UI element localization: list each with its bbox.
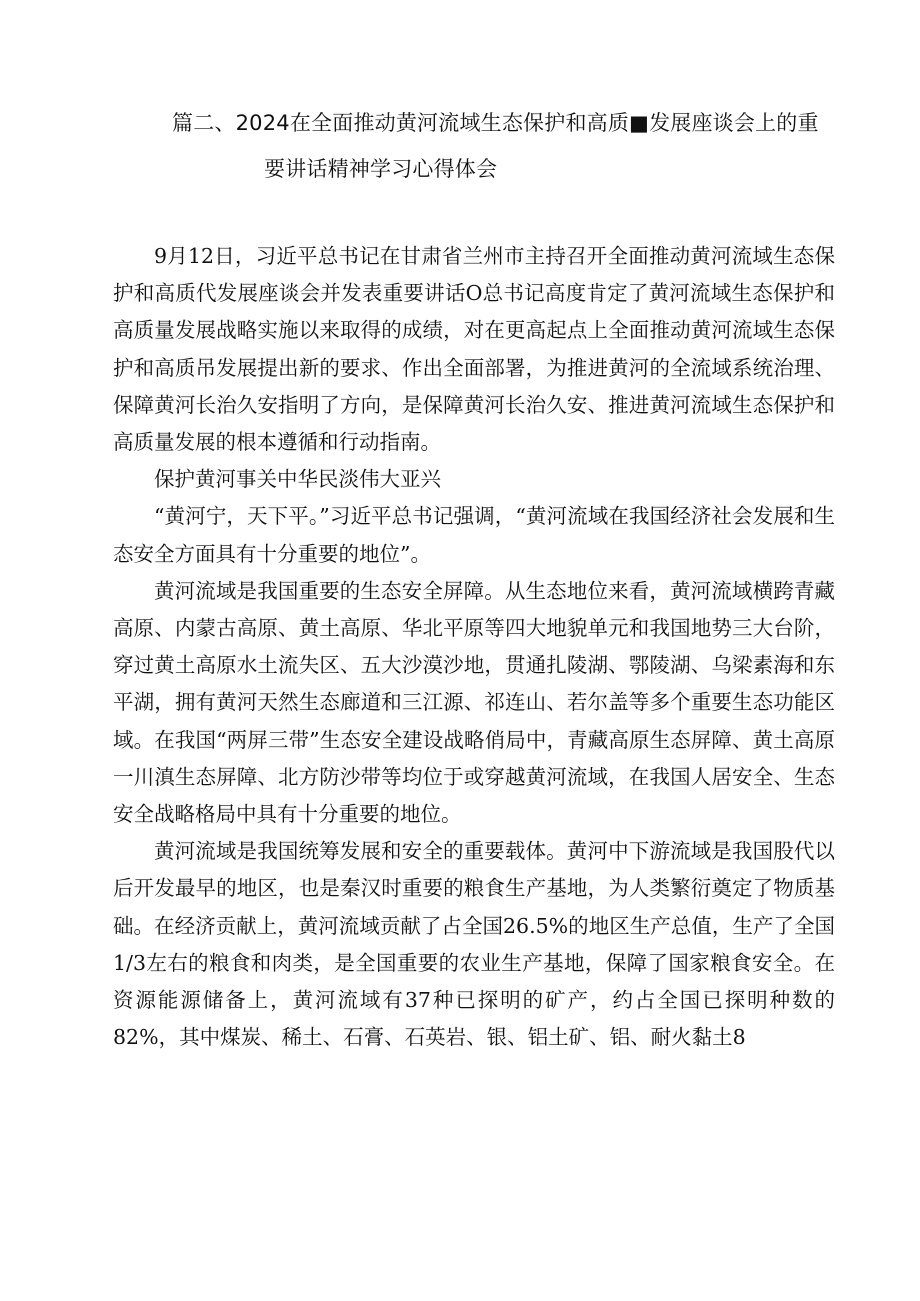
paragraph-intro: 9月12日，习近平总书记在甘肃省兰州市主持召开全面推动黄河流域生态保护和高质代发展座谈会并发表重要讲话O总书记高度肯定了黄河流域生态保护和高质量发展战略实施以来取得的成绩，对在更高起点上全面推动黄河流域生态保护和高质吊发展提出新的要求、作出全面部署，为推进黄河的全流域系统治理、保障黄河长治久安指明了方向，是保障黄河长治久安、推进黄河流域生态保护和高质量发展的根本遵循和行动指南。: [113, 244, 835, 455]
section-heading: 保护黄河事关中华民淡伟大亚兴: [154, 467, 441, 492]
document-body: [113, 238, 835, 1056]
document-title: [110, 100, 870, 192]
title-line-2: 要讲话精神学习心得体会: [264, 157, 498, 181]
title-line-1: 篇二、2024在全面推动黄河流域生态保护和高质■发展座谈会上的重: [172, 111, 819, 135]
paragraph-quote: “黄河宁，天下平。”习近平总书记强调，“黄河流域在我国经济社会发展和生态安全方面具有十分重要的地位”。: [113, 504, 835, 566]
paragraph-ecology: 黄河流域是我国重要的生态安全屏障。从生态地位来看，黄河流域横跨青藏高原、内蒙古高原、黄土高原、华北平原等四大地貌单元和我国地势三大台阶，穿过黄土高原水土流失区、五大沙漠沙地，贯通扎陵湖、鄂陵湖、乌梁素海和东平湖，拥有黄河天然生态廊道和三江源、祁连山、若尔盖等多个重要生态功能区域。在我国“两屏三带”生态安全建设战略俏局中，青藏高原生态屏障、黄土高原一川滇生态屏障、北方防沙带等均位于或穿越黄河流域，在我国人居安全、生态安全战略格局中具有十分重要的地位。: [113, 578, 835, 827]
paragraph-development: 黄河流域是我国统筹发展和安全的重要载体。黄河中下游流域是我国股代以后开发最早的地区，也是秦汉时重要的粮食生产基地，为人类繁衍奠定了物质基础。在经济贡献上，黄河流域贡献了占全国26.5%的地区生产总值，生产了全国1/3左右的粮食和肉类，是全国重要的农业生产基地，保障了国家粮食安全。在资源能源储备上，黄河流域有37种已探明的矿产，约占全国已探明种数的82%，其中煤炭、稀土、石膏、石英岩、银、铝土矿、铝、耐火黏土8: [113, 839, 835, 1050]
